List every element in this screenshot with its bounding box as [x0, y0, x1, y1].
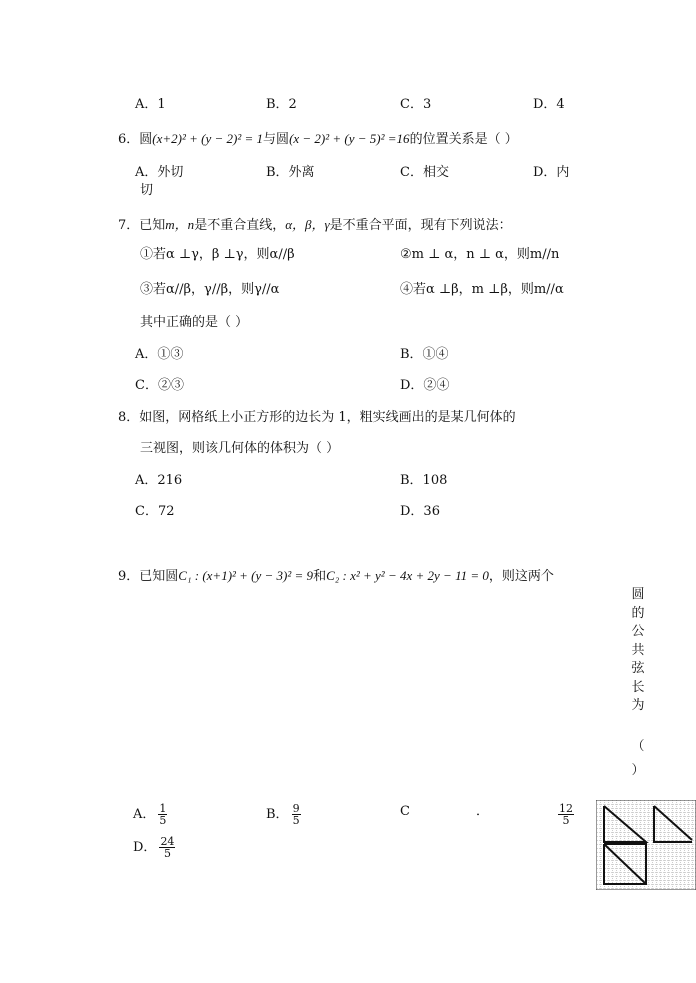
q7-statement-2: ②m ⊥ α，n ⊥ α，则m//n — [400, 247, 560, 262]
q9-option-d-fraction — [159, 836, 175, 859]
q8-stem-line1 — [118, 409, 516, 427]
q7-statement-4: ④若α ⊥β，m ⊥β，则m//α — [400, 282, 564, 297]
q6-option-a: A．外切 — [135, 165, 184, 180]
q5-option-d: D．4 — [533, 97, 565, 112]
q6-option-d: D．内 — [533, 165, 570, 180]
q6-option-c: C．相交 — [400, 165, 449, 180]
q9-vertical-char: 弦 — [631, 661, 645, 676]
q7-option-a: A．①③ — [135, 347, 184, 362]
q9-vertical-text — [629, 586, 647, 781]
q6-text-suffix: 的位置关系是（ ） — [409, 132, 518, 147]
q9-connector: 和 — [313, 569, 327, 584]
q7-stem — [118, 216, 512, 235]
q9-option-a-label: A． — [133, 807, 156, 822]
q7-number: 7． — [118, 218, 140, 233]
q9-option-b — [266, 803, 301, 826]
q7-question: 其中正确的是（ ） — [140, 315, 249, 330]
q7-vars-greek: α，β，γ — [285, 217, 330, 232]
q6-text-prefix: 圆 — [139, 132, 153, 147]
q8-option-b: B．108 — [400, 473, 448, 488]
q9-option-a — [133, 803, 167, 826]
q7-option-c: C．②③ — [135, 378, 184, 393]
q9-stem — [118, 567, 554, 586]
q9-option-d — [133, 836, 175, 859]
q9-vertical-char: 的 — [631, 605, 645, 621]
q9-option-d-label: D． — [133, 840, 157, 855]
q9-circle1: C₁ : (x+1)² + (y − 3)² = 9 — [178, 568, 314, 583]
q6-option-b: B．外离 — [266, 165, 315, 180]
q9-vertical-char: （ — [631, 738, 645, 754]
q5-option-b: B．2 — [266, 97, 297, 112]
q6-circle1: (x+2)² + (y − 2)² = 1 — [152, 131, 264, 146]
fraction-denominator: 5 — [292, 814, 300, 827]
q7-vars-mn: m，n — [165, 217, 195, 232]
q7-option-b: B．①④ — [400, 347, 449, 362]
q8-option-a: A．216 — [135, 473, 183, 488]
q5-option-a: A．1 — [135, 97, 166, 112]
q5-option-c: C．3 — [400, 97, 432, 112]
q6-connector: 与圆 — [263, 132, 290, 147]
q9-option-c-dot: ． — [476, 804, 490, 819]
q7-statement-1: ①若α ⊥γ，β ⊥γ，则α//β — [140, 247, 295, 262]
fraction-numerator: 24 — [160, 835, 175, 848]
q9-vertical-char: 为 — [631, 698, 645, 713]
q7-stem-c: 是不重合平面，现有下列说法： — [329, 218, 512, 233]
q8-stem-line2: 三视图，则该几何体的体积为（ ） — [140, 441, 340, 456]
q9-stem-b: ，则这两个 — [488, 569, 554, 584]
q8-option-d: D．36 — [400, 504, 440, 519]
q6-circle2: (x − 2)² + (y − 5)² =16 — [289, 131, 410, 146]
q9-vertical-char: ） — [631, 763, 645, 778]
fraction-numerator: 9 — [292, 802, 300, 815]
q9-stem-a: 已知圆 — [139, 569, 179, 584]
q9-option-c-label: C — [400, 804, 410, 819]
fraction-denominator: 5 — [163, 847, 171, 860]
q9-option-b-label: B． — [266, 807, 289, 822]
q8-option-c: C．72 — [135, 504, 175, 519]
q9-option-c-fraction-inner — [558, 803, 574, 826]
q8-line1: 如图，网格纸上小正方形的边长为 1，粗实线画出的是某几何体的 — [139, 410, 516, 425]
q9-circle2: C₂ : x² + y² − 4x + 2y − 11 = 0 — [326, 568, 489, 583]
q9-option-b-fraction — [292, 803, 301, 826]
q9-vertical-char: 圆 — [631, 587, 645, 602]
q9-vertical-char: 公 — [631, 624, 645, 639]
fraction-denominator: 5 — [562, 814, 570, 827]
q7-option-d: D．②④ — [400, 378, 450, 393]
q8-number: 8． — [118, 410, 140, 425]
q9-vertical-char: 共 — [631, 642, 645, 658]
fraction-numerator: 12 — [559, 802, 573, 815]
fraction-numerator: 1 — [159, 802, 167, 815]
q7-statement-3: ③若α//β，γ//β，则γ//α — [140, 282, 280, 297]
three-view-grid-figure — [596, 800, 696, 890]
q6-stem — [118, 130, 518, 149]
q6-option-d-wrap: 切 — [140, 183, 154, 198]
q9-vertical-char: 长 — [631, 679, 645, 695]
q9-option-c-fraction — [555, 803, 574, 826]
q7-stem-a: 已知 — [139, 218, 166, 233]
fraction-denominator: 5 — [159, 814, 167, 827]
q9-number: 9． — [118, 569, 140, 584]
q7-stem-b: 是不重合直线， — [194, 218, 286, 233]
q6-number: 6． — [118, 132, 140, 147]
q9-option-a-fraction — [158, 803, 167, 826]
